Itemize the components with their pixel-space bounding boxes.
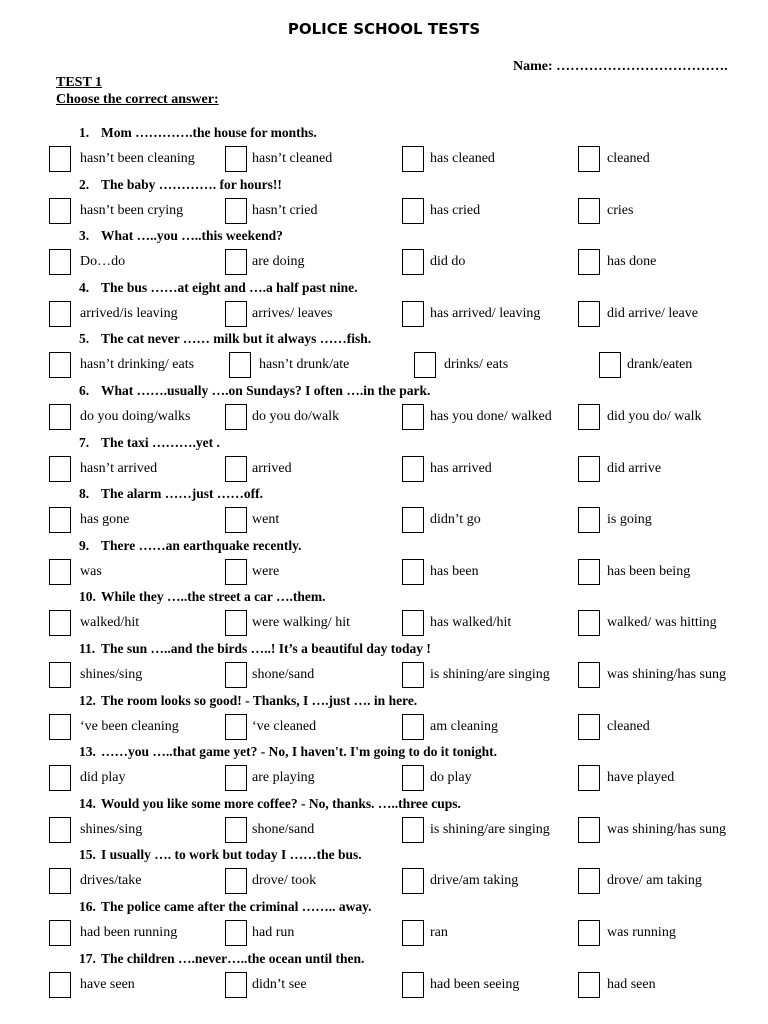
answer-checkbox-q5-4[interactable] [599, 352, 621, 378]
answer-option-label: drives/take [80, 873, 142, 888]
answer-option-label: had been running [80, 925, 178, 940]
answer-checkbox-q11-2[interactable] [225, 662, 247, 688]
answer-checkbox-q2-2[interactable] [225, 198, 247, 224]
answer-option-label: drank/eaten [627, 357, 693, 372]
question-11 [79, 641, 431, 657]
answer-checkbox-q16-2[interactable] [225, 920, 247, 946]
answer-checkbox-q5-2[interactable] [229, 352, 251, 378]
answer-checkbox-q10-2[interactable] [225, 610, 247, 636]
answer-checkbox-q12-3[interactable] [402, 714, 424, 740]
question-number: 10. [79, 589, 96, 604]
question-text: What …….usually ….on Sundays? I often ….in the park. [101, 383, 431, 398]
answer-option-label: do play [430, 770, 472, 785]
answer-option-label: is shining/are singing [430, 667, 550, 682]
answer-option-label: didn’t go [430, 512, 481, 527]
question-16 [79, 899, 371, 915]
answer-checkbox-q1-1[interactable] [49, 146, 71, 172]
answer-option-label: ‘ve cleaned [252, 719, 317, 734]
answer-checkbox-q9-1[interactable] [49, 559, 71, 585]
question-text: The police came after the criminal …….. away. [101, 899, 372, 914]
answer-option-label: have seen [80, 977, 135, 992]
answer-option-label: ‘ve been cleaning [80, 719, 179, 734]
answer-checkbox-q10-1[interactable] [49, 610, 71, 636]
answer-checkbox-q3-1[interactable] [49, 249, 71, 275]
answer-checkbox-q12-4[interactable] [578, 714, 600, 740]
page-title: POLICE SCHOOL TESTS [287, 20, 481, 38]
answer-checkbox-q3-2[interactable] [225, 249, 247, 275]
question-14 [79, 796, 461, 812]
answer-option-label: is shining/are singing [430, 822, 550, 837]
answer-checkbox-q12-1[interactable] [49, 714, 71, 740]
answer-checkbox-q14-1[interactable] [49, 817, 71, 843]
answer-option-label: were [252, 564, 280, 579]
answer-option-label: shone/sand [252, 667, 315, 682]
question-number: 9. [79, 538, 90, 553]
answer-option-label: are playing [252, 770, 315, 785]
question-number: 16. [79, 899, 96, 914]
answer-option-label: has cried [430, 203, 481, 218]
answer-checkbox-q1-4[interactable] [578, 146, 600, 172]
answer-option-label: has cleaned [430, 151, 495, 166]
question-text: The taxi ……….yet . [101, 435, 220, 450]
question-number: 7. [79, 435, 90, 450]
answer-checkbox-q7-2[interactable] [225, 456, 247, 482]
answer-option-label: drive/am taking [430, 873, 519, 888]
question-text: The baby …………. for hours!! [101, 177, 282, 192]
question-15 [79, 847, 362, 863]
answer-checkbox-q9-2[interactable] [225, 559, 247, 585]
answer-option-label: has walked/hit [430, 615, 512, 630]
answer-checkbox-q10-3[interactable] [402, 610, 424, 636]
answer-checkbox-q3-3[interactable] [402, 249, 424, 275]
answer-checkbox-q8-4[interactable] [578, 507, 600, 533]
answer-checkbox-q4-2[interactable] [225, 301, 247, 327]
answer-option-label: walked/hit [80, 615, 140, 630]
answer-option-label: is going [607, 512, 652, 527]
answer-option-label: has been being [607, 564, 691, 579]
answer-checkbox-q15-4[interactable] [578, 868, 600, 894]
question-5 [79, 331, 371, 347]
answer-option-label: did arrive [607, 461, 662, 476]
answer-option-label: do you doing/walks [80, 409, 191, 424]
question-6 [79, 383, 430, 399]
answer-option-label: arrives/ leaves [252, 306, 333, 321]
question-text: Would you like some more coffee? - No, thanks. …..three cups. [101, 796, 461, 811]
answer-option-label: am cleaning [430, 719, 499, 734]
answer-checkbox-q13-1[interactable] [49, 765, 71, 791]
answer-checkbox-q14-2[interactable] [225, 817, 247, 843]
answer-option-label: walked/ was hitting [607, 615, 717, 630]
question-text: What …..you …..this weekend? [101, 228, 283, 243]
answer-option-label: hasn’t drinking/ eats [80, 357, 195, 372]
answer-checkbox-q10-4[interactable] [578, 610, 600, 636]
question-number: 2. [79, 177, 90, 192]
answer-option-label: did you do/ walk [607, 409, 702, 424]
question-text: The children ….never…..the ocean until then. [101, 951, 365, 966]
answer-option-label: was shining/has sung [607, 822, 726, 837]
answer-checkbox-q15-1[interactable] [49, 868, 71, 894]
answer-checkbox-q6-4[interactable] [578, 404, 600, 430]
question-4 [79, 280, 358, 296]
answer-option-label: hasn’t drunk/ate [259, 357, 350, 372]
question-number: 14. [79, 796, 96, 811]
answer-option-label: did play [80, 770, 126, 785]
answer-checkbox-q7-1[interactable] [49, 456, 71, 482]
answer-option-label: had been seeing [430, 977, 520, 992]
answer-checkbox-q4-1[interactable] [49, 301, 71, 327]
answer-checkbox-q2-3[interactable] [402, 198, 424, 224]
question-text: The bus ……at eight and ….a half past nine. [101, 280, 358, 295]
answer-option-label: shines/sing [80, 822, 143, 837]
answer-option-label: drinks/ eats [444, 357, 509, 372]
question-number: 3. [79, 228, 90, 243]
answer-checkbox-q16-3[interactable] [402, 920, 424, 946]
answer-checkbox-q6-3[interactable] [402, 404, 424, 430]
answer-option-label: has gone [80, 512, 130, 527]
question-8 [79, 486, 263, 502]
answer-checkbox-q5-1[interactable] [49, 352, 71, 378]
question-3 [79, 228, 283, 244]
answer-checkbox-q8-3[interactable] [402, 507, 424, 533]
question-text: The alarm ……just ……off. [101, 486, 263, 501]
answer-checkbox-q3-4[interactable] [578, 249, 600, 275]
answer-option-label: drove/ took [252, 873, 317, 888]
answer-checkbox-q2-4[interactable] [578, 198, 600, 224]
answer-checkbox-q11-3[interactable] [402, 662, 424, 688]
answer-checkbox-q16-4[interactable] [578, 920, 600, 946]
answer-option-label: do you do/walk [252, 409, 340, 424]
answer-option-label: shone/sand [252, 822, 315, 837]
question-12 [79, 693, 417, 709]
answer-option-label: cries [607, 203, 634, 218]
question-text: The sun …..and the birds …..! It’s a beautiful day today ! [101, 641, 431, 656]
answer-option-label: hasn’t cried [252, 203, 318, 218]
question-number: 1. [79, 125, 90, 140]
answer-checkbox-q17-1[interactable] [49, 972, 71, 998]
answer-option-label: cleaned [607, 151, 650, 166]
answer-option-label: was shining/has sung [607, 667, 726, 682]
question-text: Mom ………….the house for months. [101, 125, 317, 140]
question-text: I usually …. to work but today I ……the bus. [101, 847, 362, 862]
instruction: Choose the correct answer: [56, 92, 219, 107]
answer-checkbox-q8-2[interactable] [225, 507, 247, 533]
answer-option-label: arrived/is leaving [80, 306, 178, 321]
answer-option-label: hasn’t been crying [80, 203, 184, 218]
answer-checkbox-q5-3[interactable] [414, 352, 436, 378]
question-text: The cat never …… milk but it always ……fish. [101, 331, 372, 346]
question-number: 5. [79, 331, 90, 346]
answer-checkbox-q13-3[interactable] [402, 765, 424, 791]
answer-checkbox-q11-4[interactable] [578, 662, 600, 688]
answer-option-label: did do [430, 254, 466, 269]
answer-checkbox-q17-2[interactable] [225, 972, 247, 998]
answer-option-label: Do…do [80, 254, 126, 269]
answer-option-label: arrived [252, 461, 292, 476]
name-field[interactable]: Name: ………………………………. [513, 59, 728, 74]
answer-checkbox-q9-3[interactable] [402, 559, 424, 585]
answer-checkbox-q12-2[interactable] [225, 714, 247, 740]
answer-checkbox-q1-3[interactable] [402, 146, 424, 172]
answer-checkbox-q8-1[interactable] [49, 507, 71, 533]
answer-checkbox-q14-4[interactable] [578, 817, 600, 843]
question-17 [79, 951, 364, 967]
test-heading: TEST 1 [56, 75, 103, 90]
answer-checkbox-q15-3[interactable] [402, 868, 424, 894]
question-number: 4. [79, 280, 90, 295]
question-7 [79, 435, 220, 451]
answer-checkbox-q4-4[interactable] [578, 301, 600, 327]
answer-checkbox-q4-3[interactable] [402, 301, 424, 327]
answer-option-label: was [80, 564, 102, 579]
answer-checkbox-q6-2[interactable] [225, 404, 247, 430]
answer-option-label: has done [607, 254, 657, 269]
answer-option-label: was running [607, 925, 676, 940]
question-number: 15. [79, 847, 96, 862]
question-text: The room looks so good! - Thanks, I ….just …. in here. [101, 693, 418, 708]
answer-checkbox-q15-2[interactable] [225, 868, 247, 894]
question-9 [79, 538, 302, 554]
answer-option-label: didn’t see [252, 977, 307, 992]
answer-checkbox-q2-1[interactable] [49, 198, 71, 224]
answer-checkbox-q17-3[interactable] [402, 972, 424, 998]
answer-option-label: has arrived [430, 461, 492, 476]
answer-checkbox-q7-3[interactable] [402, 456, 424, 482]
answer-option-label: has been [430, 564, 479, 579]
answer-checkbox-q9-4[interactable] [578, 559, 600, 585]
answer-option-label: has arrived/ leaving [430, 306, 541, 321]
question-number: 11. [79, 641, 96, 656]
question-number: 6. [79, 383, 90, 398]
answer-option-label: hasn’t arrived [80, 461, 158, 476]
answer-checkbox-q16-1[interactable] [49, 920, 71, 946]
answer-checkbox-q17-4[interactable] [578, 972, 600, 998]
answer-checkbox-q14-3[interactable] [402, 817, 424, 843]
answer-checkbox-q7-4[interactable] [578, 456, 600, 482]
question-text: While they …..the street a car ….them. [101, 589, 326, 604]
answer-option-label: cleaned [607, 719, 650, 734]
question-text: There ……an earthquake recently. [101, 538, 302, 553]
answer-option-label: were walking/ hit [252, 615, 350, 630]
question-number: 8. [79, 486, 90, 501]
answer-checkbox-q11-1[interactable] [49, 662, 71, 688]
question-10 [79, 589, 325, 605]
answer-option-label: has you done/ walked [430, 409, 552, 424]
question-text: ……you …..that game yet? - No, I haven't. I'm going to do it tonight. [101, 744, 498, 759]
question-number: 12. [79, 693, 96, 708]
answer-checkbox-q6-1[interactable] [49, 404, 71, 430]
answer-checkbox-q1-2[interactable] [225, 146, 247, 172]
question-2 [79, 177, 282, 193]
question-13 [79, 744, 497, 760]
question-number: 13. [79, 744, 96, 759]
answer-option-label: had seen [607, 977, 656, 992]
question-number: 17. [79, 951, 96, 966]
answer-option-label: drove/ am taking [607, 873, 702, 888]
answer-option-label: went [252, 512, 280, 527]
answer-option-label: are doing [252, 254, 305, 269]
answer-option-label: hasn’t been cleaning [80, 151, 195, 166]
answer-option-label: shines/sing [80, 667, 143, 682]
question-1 [79, 125, 317, 141]
answer-option-label: hasn’t cleaned [252, 151, 333, 166]
answer-option-label: ran [430, 925, 448, 940]
answer-option-label: have played [607, 770, 675, 785]
answer-option-label: did arrive/ leave [607, 306, 698, 321]
answer-option-label: had run [252, 925, 295, 940]
answer-checkbox-q13-2[interactable] [225, 765, 247, 791]
answer-checkbox-q13-4[interactable] [578, 765, 600, 791]
